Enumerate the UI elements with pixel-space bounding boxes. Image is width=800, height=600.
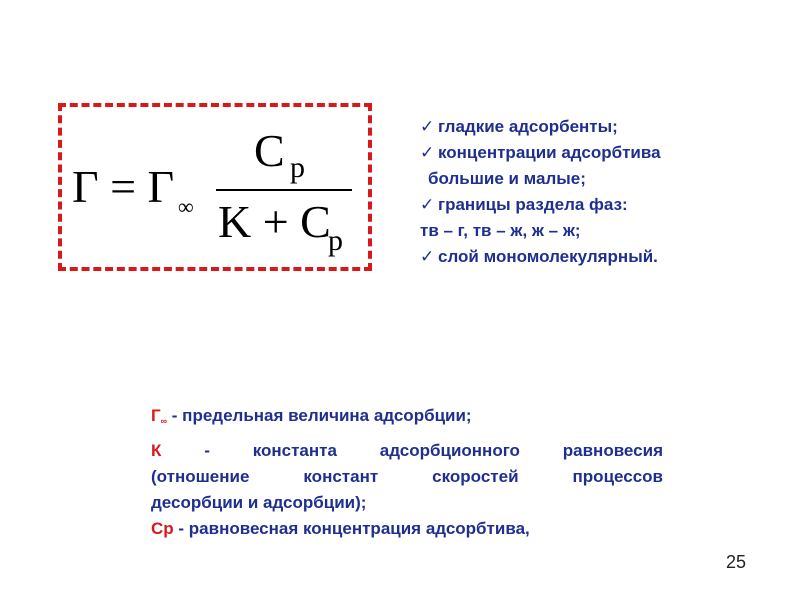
list-item (420, 114, 750, 140)
fraction-bar (216, 189, 352, 191)
definition-gamma (151, 403, 663, 434)
formula-denominator-subscript: p (328, 224, 343, 257)
page-number: 25 (726, 552, 747, 572)
definition-k-line3 (151, 490, 663, 516)
k-definition-text: - константа адсорбционного равновесия (161, 441, 663, 460)
definition-k-line2 (151, 464, 663, 490)
list-item-continuation (420, 218, 750, 244)
checkmark-icon: ✓ (420, 247, 435, 266)
formula-infinity-subscript: ∞ (178, 194, 194, 219)
formula-lhs: Γ = Γ (72, 161, 175, 212)
gamma-symbol: Г (151, 406, 161, 425)
checkmark-icon: ✓ (420, 117, 435, 136)
formula-denominator: K + C (218, 196, 331, 247)
cp-definition-text: - равновесная концентрация адсорбтива, (173, 519, 530, 538)
list-item-text: концентрации адсорбтива (438, 143, 661, 162)
definition-cp (151, 516, 663, 542)
gamma-definition-text: - предельная величина адсорбции; (167, 406, 472, 425)
cp-symbol: Ср (151, 519, 174, 538)
k-symbol: К (151, 441, 162, 460)
checkmark-icon: ✓ (420, 143, 435, 162)
list-item-text: слой мономолекулярный. (438, 247, 658, 266)
k-definition-text: десорбции и адсорбции); (151, 493, 367, 512)
list-item (420, 140, 750, 166)
definition-k (151, 438, 663, 464)
checkmark-icon: ✓ (420, 195, 435, 214)
list-item-text: границы раздела фаз: (438, 195, 628, 214)
list-item (420, 192, 750, 218)
list-item-text: тв – г, тв – ж, ж – ж; (420, 221, 581, 240)
list-item (420, 244, 750, 270)
infinity-subscript: ∞ (160, 416, 168, 426)
conditions-list (420, 114, 750, 270)
formula-numerator-c: C (254, 125, 285, 176)
list-item-continuation (420, 166, 750, 192)
definitions (151, 403, 663, 542)
list-item-text: большие и малые; (428, 169, 586, 188)
formula-numerator-subscript: p (290, 151, 305, 184)
k-definition-text: (отношение констант скоростей процессов (151, 467, 663, 486)
list-item-text: гладкие адсорбенты; (438, 117, 618, 136)
